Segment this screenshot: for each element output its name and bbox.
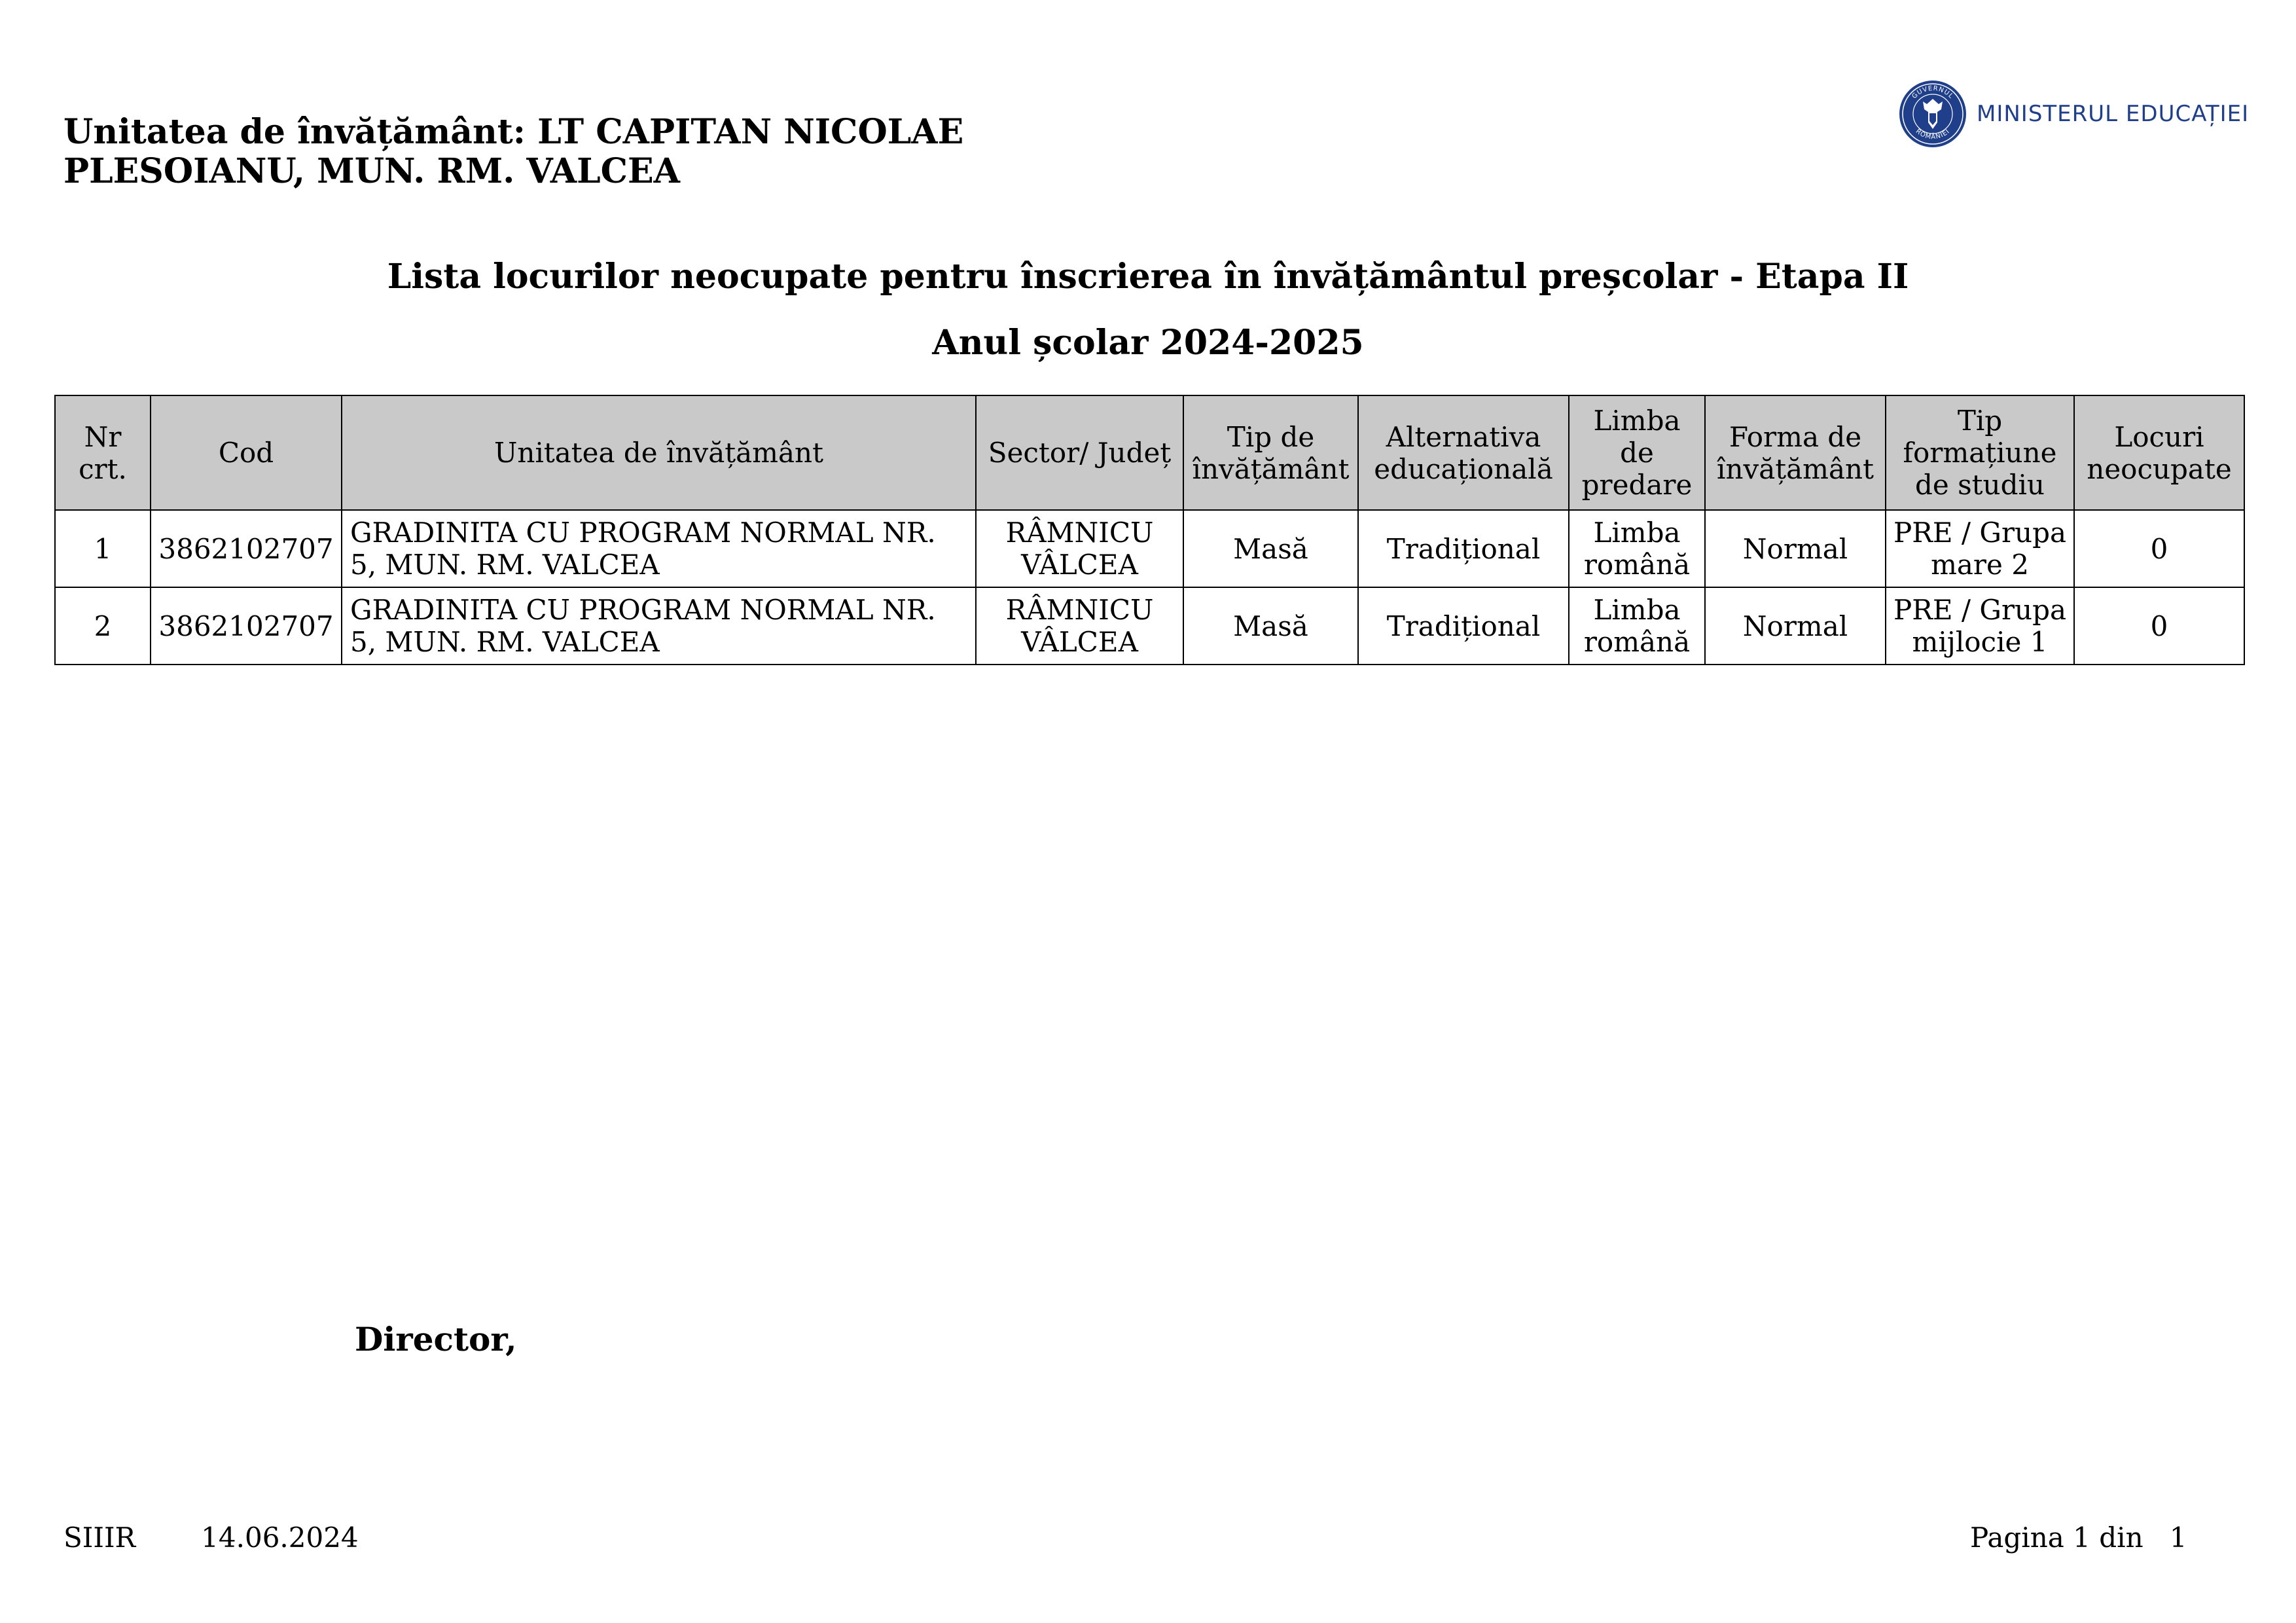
cell-tip: Masă	[1183, 510, 1358, 587]
cell-sector: RÂMNICU VÂLCEA	[976, 510, 1183, 587]
cell-nr: 2	[55, 587, 151, 665]
footer-left	[63, 1522, 359, 1554]
cell-forma: Normal	[1705, 510, 1886, 587]
footer-date: 14.06.2024	[201, 1522, 359, 1554]
cell-formatiune: PRE / Grupa mare 2	[1886, 510, 2074, 587]
header-cod: Cod	[151, 395, 342, 510]
school-year: Anul școlar 2024-2025	[932, 323, 1364, 363]
cell-cod: 3862102707	[151, 510, 342, 587]
header-tip-formatiune: Tip formațiune de studiu	[1886, 395, 2074, 510]
ministry-logo	[1898, 77, 2249, 151]
svg-text:GUVERNUL: GUVERNUL	[1910, 84, 1955, 101]
page-number	[1970, 1522, 2187, 1554]
header-limba-predare: Limba de predare	[1569, 395, 1705, 510]
table-row	[55, 510, 2244, 587]
cell-formatiune: PRE / Grupa mijlocie 1	[1886, 587, 2074, 665]
cell-limba: Limba română	[1569, 587, 1705, 665]
header-unitate: Unitatea de învățământ	[342, 395, 976, 510]
unit-header	[63, 113, 1045, 191]
cell-unitate: GRADINITA CU PROGRAM NORMAL NR. 5, MUN. RM. VALCEA	[342, 510, 976, 587]
cell-alternativa: Tradițional	[1358, 510, 1569, 587]
cell-tip: Masă	[1183, 587, 1358, 665]
cell-limba: Limba română	[1569, 510, 1705, 587]
page-total: 1	[2169, 1522, 2187, 1554]
header-alternativa: Alternativa educațională	[1358, 395, 1569, 510]
header-forma-invatamant: Forma de învățământ	[1705, 395, 1886, 510]
cell-alternativa: Tradițional	[1358, 587, 1569, 665]
document-title: Lista locurilor neocupate pentru înscrierea în învățământul preșcolar - Etapa II	[387, 257, 1909, 297]
header-tip-invatamant: Tip de învățământ	[1183, 395, 1358, 510]
cell-forma: Normal	[1705, 587, 1886, 665]
header-sector-judet: Sector/ Județ	[976, 395, 1183, 510]
header-locuri-neocupate: Locuri neocupate	[2074, 395, 2244, 510]
vacant-places-table	[54, 395, 2245, 665]
ministry-name: MINISTERUL EDUCAȚIEI	[1977, 101, 2250, 127]
cell-nr: 1	[55, 510, 151, 587]
director-signature-label: Director,	[355, 1320, 517, 1359]
page-label: Pagina 1 din	[1970, 1522, 2144, 1554]
guvernul-romaniei-emblem-icon	[1898, 79, 1967, 149]
cell-locuri: 0	[2074, 587, 2244, 665]
header-nr-crt: Nr crt.	[55, 395, 151, 510]
cell-locuri: 0	[2074, 510, 2244, 587]
unit-header-line-1: Unitatea de învățământ: LT CAPITAN NICOLAE	[63, 112, 964, 152]
table-header-row	[55, 395, 2244, 510]
cell-cod: 3862102707	[151, 587, 342, 665]
table-row	[55, 587, 2244, 665]
unit-header-line-2: PLESOIANU, MUN. RM. VALCEA	[63, 151, 681, 191]
cell-unitate: GRADINITA CU PROGRAM NORMAL NR. 5, MUN. RM. VALCEA	[342, 587, 976, 665]
footer-system: SIIIR	[63, 1522, 136, 1554]
cell-sector: RÂMNICU VÂLCEA	[976, 587, 1183, 665]
svg-text:ROMÂNIEI: ROMÂNIEI	[1914, 128, 1952, 141]
